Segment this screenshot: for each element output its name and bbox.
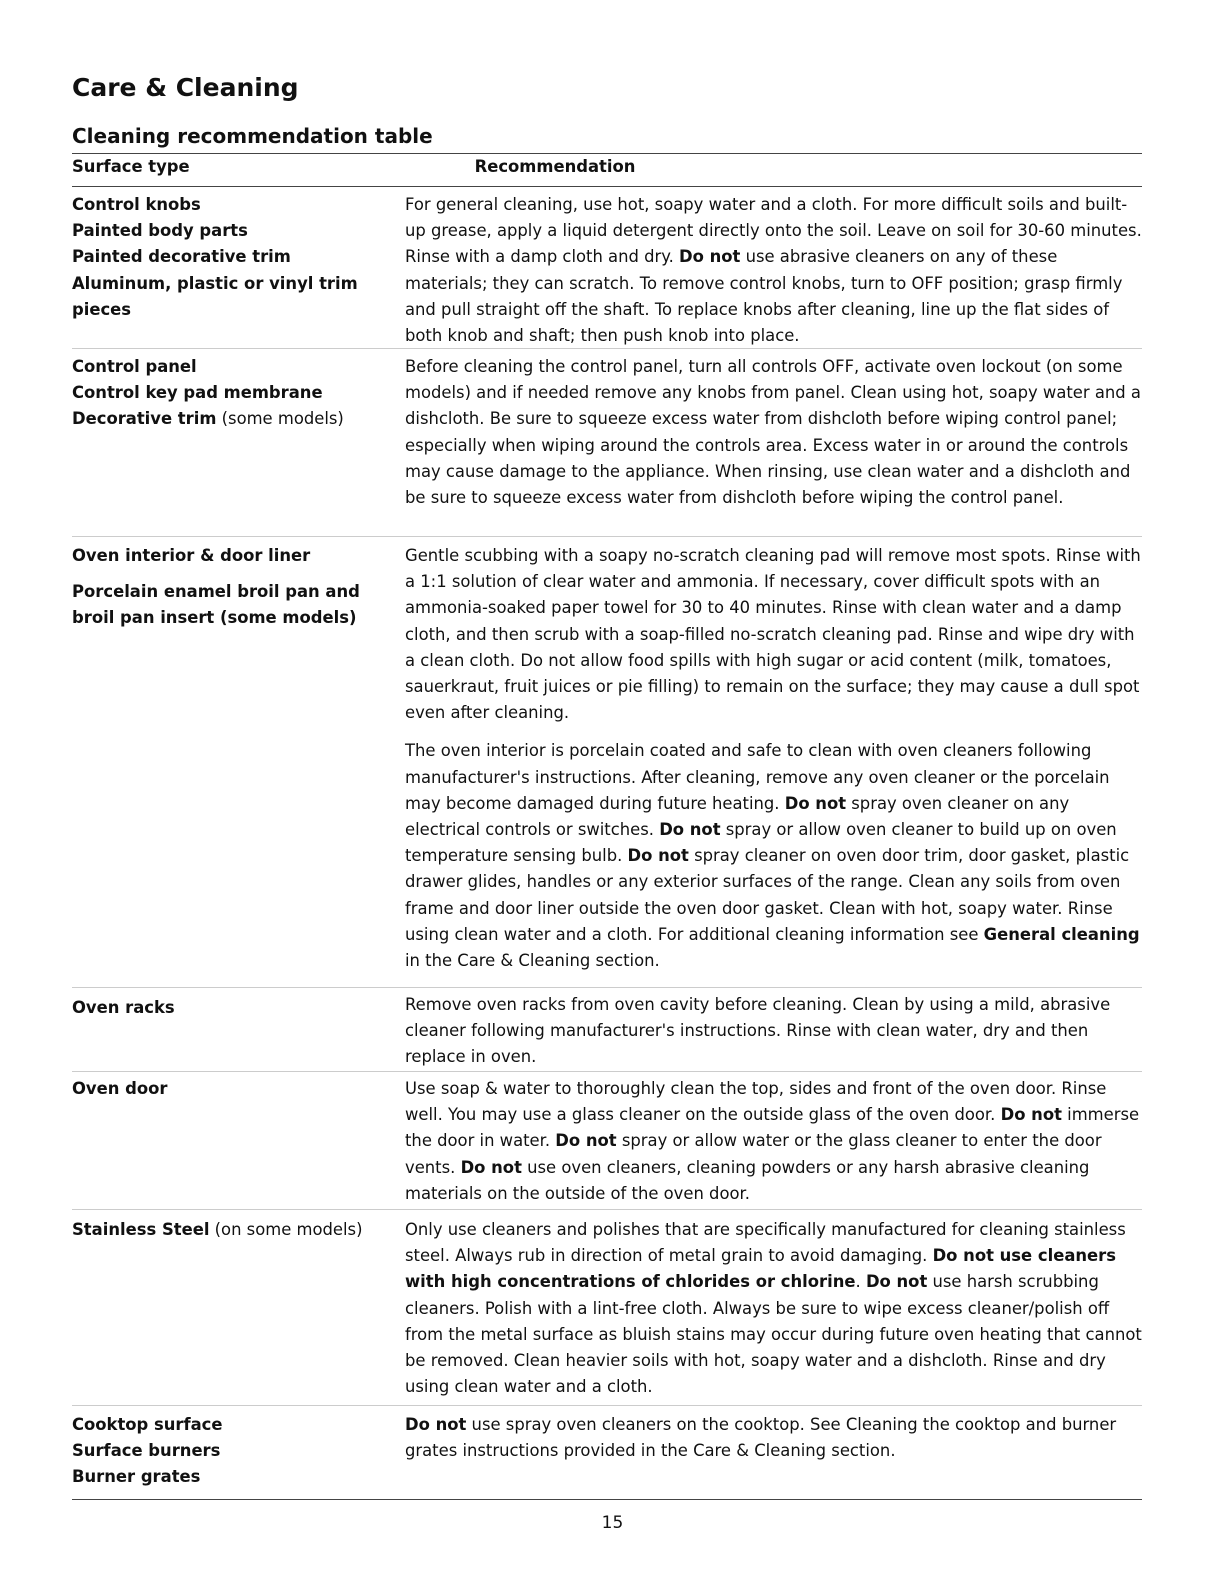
surface-label: Oven door bbox=[72, 1079, 168, 1098]
header-recommendation: Recommendation bbox=[474, 157, 636, 176]
warning-text: Do not bbox=[865, 1272, 928, 1292]
recommendation-text: immerse the door in water. bbox=[405, 1105, 1140, 1151]
surface-cell bbox=[72, 1076, 405, 1209]
surface-cell bbox=[72, 992, 405, 1071]
warning-text: Do not bbox=[460, 1157, 522, 1177]
warning-text: Do not bbox=[1000, 1105, 1062, 1125]
warning-text: Do not bbox=[659, 820, 721, 840]
page-number: 15 bbox=[601, 1513, 624, 1533]
surface-label: Control key pad membrane bbox=[72, 383, 323, 403]
surface-label: Oven racks bbox=[72, 998, 175, 1017]
warning-text: Do not bbox=[784, 793, 847, 813]
page-title: Care & Cleaning bbox=[72, 73, 299, 102]
surface-label: Surface burners bbox=[72, 1441, 221, 1461]
recommendation-cell bbox=[405, 1217, 1142, 1405]
recommendation-text: use harsh scrubbing cleaners. Polish with a lint-free cloth. Always be sure to wipe excess cleaner/polish off from the metal surface as bluish stains may occur during future oven heating that cannot be removed. Clean heavier soils with hot, soapy water and a dishcloth. Rinse and dry using clean water and a cloth. bbox=[405, 1272, 1142, 1397]
warning-text: Do not bbox=[679, 247, 741, 267]
surface-label: Burner grates bbox=[72, 1467, 201, 1487]
surface-cell bbox=[72, 354, 405, 536]
recommendation-text: use spray oven cleaners on the cooktop. See Cleaning the cooktop and burner grates instructions provided in the Care & Cleaning section. bbox=[405, 1415, 1117, 1461]
table-row bbox=[72, 537, 1142, 988]
recommendation-text: Only use cleaners and polishes that are specifically manufactured for cleaning stainless steel. Always rub in direction of metal grain to avoid damaging. bbox=[405, 1220, 1126, 1266]
recommendation-cell bbox=[405, 354, 1142, 536]
warning-text: Do not use cleaners with high concentrations of chlorides or chlorine bbox=[405, 1246, 1117, 1292]
surface-cell bbox=[72, 1412, 405, 1499]
recommendation-text: . bbox=[855, 1272, 866, 1292]
recommendation-cell bbox=[405, 992, 1142, 1071]
table-row bbox=[72, 349, 1142, 537]
surface-label: Painted decorative trim bbox=[72, 247, 291, 267]
table-row bbox=[72, 988, 1142, 1072]
recommendation-text: spray oven cleaner on any electrical controls or switches. bbox=[405, 793, 1070, 840]
surface-label: Porcelain enamel broil pan and broil pan insert (some models) bbox=[72, 582, 360, 628]
surface-label: Oven interior & door liner bbox=[72, 546, 311, 565]
recommendation-text: For general cleaning, use hot, soapy water and a cloth. For more difficult soils and built-up grease, apply a liquid detergent directly onto the soil. Leave on soil for 30-60 minutes. Rinse with a damp cloth and dry. bbox=[405, 195, 1142, 267]
warning-text: Do not bbox=[405, 1415, 467, 1434]
surface-label: Decorative trim bbox=[72, 409, 217, 429]
table-header bbox=[72, 154, 1142, 187]
table-row bbox=[72, 1210, 1142, 1406]
surface-cell bbox=[72, 1217, 405, 1405]
surface-label: Painted body parts bbox=[72, 221, 248, 241]
recommendation-cell bbox=[405, 543, 1142, 987]
recommendation-text: Remove oven racks from oven cavity before cleaning. Clean by using a mild, abrasive cleaner following manufacturer's instructions. Rinse with clean water, dry and then replace in oven. bbox=[405, 995, 1111, 1067]
surface-cell bbox=[72, 192, 405, 348]
recommendation-text: use abrasive cleaners on any of these materials; they can scratch. To remove control knobs, turn to OFF position; grasp firmly and pull straight off the shaft. To replace knobs after cleaning, line up the flat sides of both knob and shaft; then push knob into place. bbox=[405, 247, 1123, 346]
recommendation-cell bbox=[405, 1412, 1142, 1499]
table-row bbox=[72, 187, 1142, 349]
recommendation-cell bbox=[405, 1076, 1142, 1209]
surface-cell bbox=[72, 543, 405, 987]
recommendation-text: spray or allow water or the glass cleaner to enter the door vents. bbox=[405, 1131, 1102, 1177]
recommendation-paragraph: Gentle scubbing with a soapy no-scratch cleaning pad will remove most spots. Rinse with a 1:1 solution of clear water and ammonia. If necessary, cover difficult spots with an ammonia-soaked paper towel for 30 to 40 minutes. Rinse with clean water and a damp cloth, and then scrub with a soap-filled no-scratch cleaning pad. Rinse and wipe dry with a clean cloth. Do not allow food spills with high sugar or acid content (milk, tomatoes, sauerkraut, fruit juices or pie filling) to remain on the surface; they may cause a dull spot even after cleaning. bbox=[405, 546, 1141, 723]
section-reference: General cleaning bbox=[983, 924, 1140, 944]
surface-note: (on some models) bbox=[209, 1220, 363, 1239]
page-content bbox=[72, 70, 1142, 1500]
recommendation-text: spray or allow oven cleaner to build up on oven temperature sensing bulb. bbox=[405, 820, 1117, 866]
surface-label: Control knobs bbox=[72, 195, 201, 214]
surface-label: Cooktop surface bbox=[72, 1415, 223, 1434]
recommendation-text: Before cleaning the control panel, turn all controls OFF, activate oven lockout (on some models) and if needed remove any knobs from panel. Clean using hot, soapy water and a dishcloth. Be sure to squeeze excess water from dishcloth before wiping control panel; especially when wiping around the controls area. Excess water in or around the controls may cause damage to the appliance. When rinsing, use clean water and a dishcloth and be sure to squeeze excess water from dishcloth before wiping the control panel. bbox=[405, 357, 1141, 508]
recommendation-text: use oven cleaners, cleaning powders or any harsh abrasive cleaning materials on the outside of the oven door. bbox=[405, 1157, 1090, 1203]
recommendation-cell bbox=[405, 192, 1142, 348]
table-row bbox=[72, 1072, 1142, 1210]
recommendation-text: The oven interior is porcelain coated and safe to clean with oven cleaners following manufacturer's instructions. After cleaning, remove any oven cleaner or the porcelain may become damaged during future heating. bbox=[405, 741, 1110, 813]
surface-label: Stainless Steel bbox=[72, 1220, 210, 1239]
recommendation-text: spray cleaner on oven door trim, door gasket, plastic drawer glides, handles or any exterior surfaces of the range. Clean any soils from oven frame and door liner outside the oven door gasket. Clean with hot, soapy water. Rinse using clean water and a cloth. For additional cleaning information see bbox=[405, 846, 1130, 944]
section-title: Cleaning recommendation table bbox=[72, 124, 433, 148]
warning-text: Do not bbox=[627, 846, 689, 866]
recommendation-text: in the Care & Cleaning section. bbox=[405, 951, 660, 971]
recommendation-paragraph bbox=[405, 738, 1142, 974]
recommendation-text: Use soap & water to thoroughly clean the top, sides and front of the oven door. Rinse well. You may use a glass cleaner on the outside glass of the oven door. bbox=[405, 1079, 1107, 1125]
surface-label: Control panel bbox=[72, 357, 197, 376]
surface-label: pieces bbox=[72, 299, 132, 319]
header-surface-type: Surface type bbox=[72, 157, 190, 176]
surface-note: (some models) bbox=[216, 409, 344, 429]
table-row bbox=[72, 1406, 1142, 1500]
surface-label: Aluminum, plastic or vinyl trim bbox=[72, 273, 358, 293]
warning-text: Do not bbox=[555, 1131, 617, 1151]
